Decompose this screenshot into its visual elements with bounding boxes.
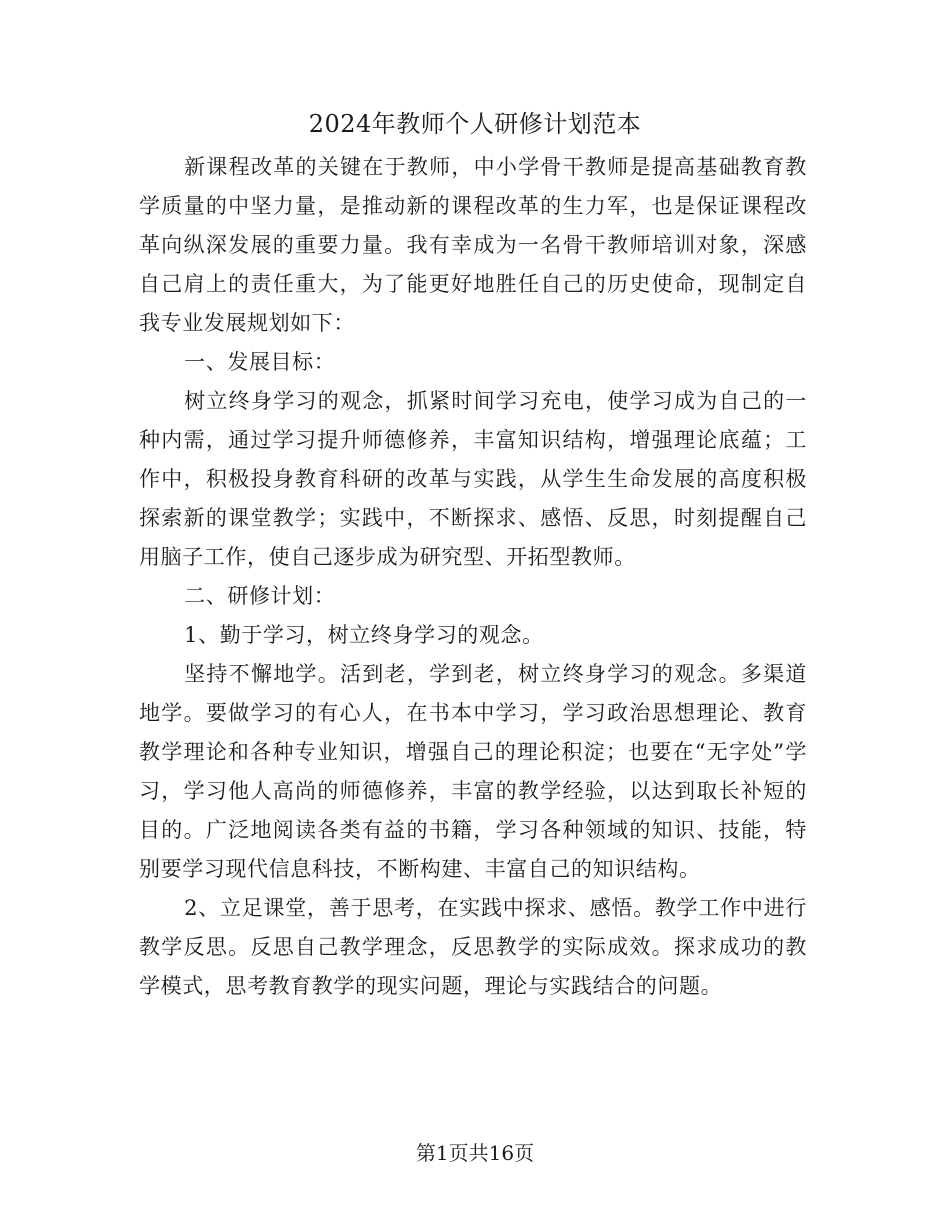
subheading-study: 1、勤于学习，树立终身学习的观念。 xyxy=(184,623,544,647)
section-heading-goals: 一、发展目标： xyxy=(184,350,336,374)
paragraph-classroom: 2、立足课堂，善于思考，在实践中探求、感悟。教学工作中进行教学反思。反思自己教学理念，反思教学的实际成效。探求成功的教学模式，思考教育教学的现实问题，理论与实践结合的问题。 xyxy=(139,896,807,998)
paragraph-goals: 树立终身学习的观念，抓紧时间学习充电，使学习成为自己的一种内需，通过学习提升师德修养，丰富知识结构，增强理论底蕴；工作中，积极投身教育科研的改革与实践，从学生生命发展的高度积极探索新的课堂教学；实践中，不断探求、感悟、反思，时刻提醒自己用脑子工作，使自己逐步成为研究型、开拓型教师。 xyxy=(139,389,807,569)
page-title: 2024年教师个人研修计划范本 xyxy=(308,110,642,138)
page-number-footer: 第1页共16页 xyxy=(415,1141,535,1165)
section-heading-plan: 二、研修计划： xyxy=(184,584,336,608)
paragraph-intro: 新课程改革的关键在于教师，中小学骨干教师是提高基础教育教学质量的中坚力量，是推动新的课程改革的生力军，也是保证课程改革向纵深发展的重要力量。我有幸成为一名骨干教师培训对象，深感自己肩上的责任重大，为了能更好地胜任自己的历史使命，现制定自我专业发展规划如下： xyxy=(139,155,807,335)
paragraph-study: 坚持不懈地学。活到老，学到老，树立终身学习的观念。多渠道地学。要做学习的有心人，在书本中学习，学习政治思想理论、教育教学理论和各种专业知识，增强自己的理论积淀；也要在“无字处”学习，学习他人高尚的师德修养，丰富的教学经验，以达到取长补短的目的。广泛地阅读各类有益的书籍，学习各种领域的知识、技能，特别要学习现代信息科技，不断构建、丰富自己的知识结构。 xyxy=(139,662,807,881)
document-body xyxy=(139,148,807,1006)
